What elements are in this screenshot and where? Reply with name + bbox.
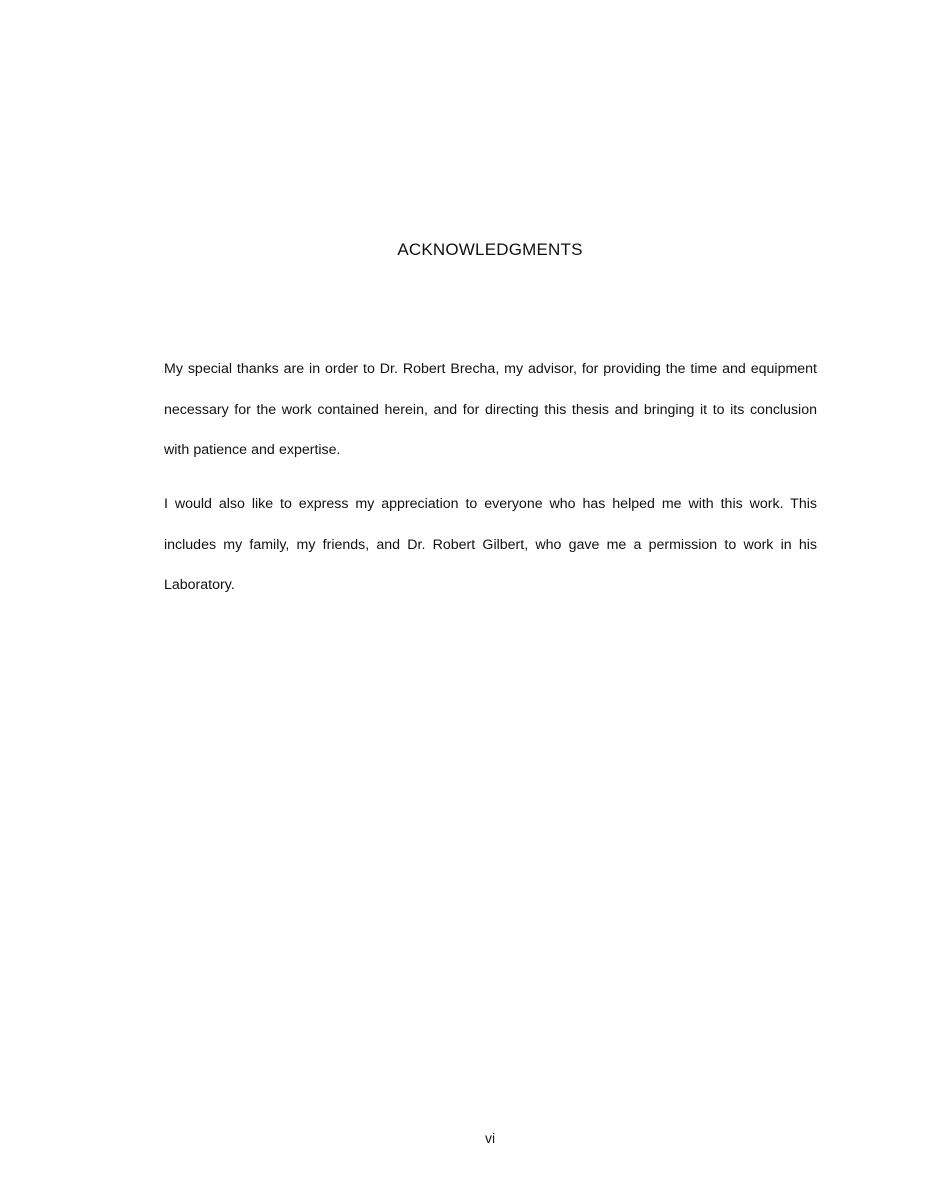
page-number: vi — [484, 1130, 496, 1146]
page-title: ACKNOWLEDGMENTS — [397, 240, 583, 259]
acknowledgment-paragraph-2: I would also like to express my appreciation to everyone who has helped me with this work. This includes my family, my friends, and Dr. Robert Gilbert, who gave me a permission to work in his Laboratory. — [164, 496, 817, 594]
acknowledgment-paragraph-1: My special thanks are in order to Dr. Robert Brecha, my advisor, for providing the time and equipment necessary for the work contained herein, and for directing this thesis and bringing it to its conclusion with patience and expertise. — [164, 361, 817, 459]
